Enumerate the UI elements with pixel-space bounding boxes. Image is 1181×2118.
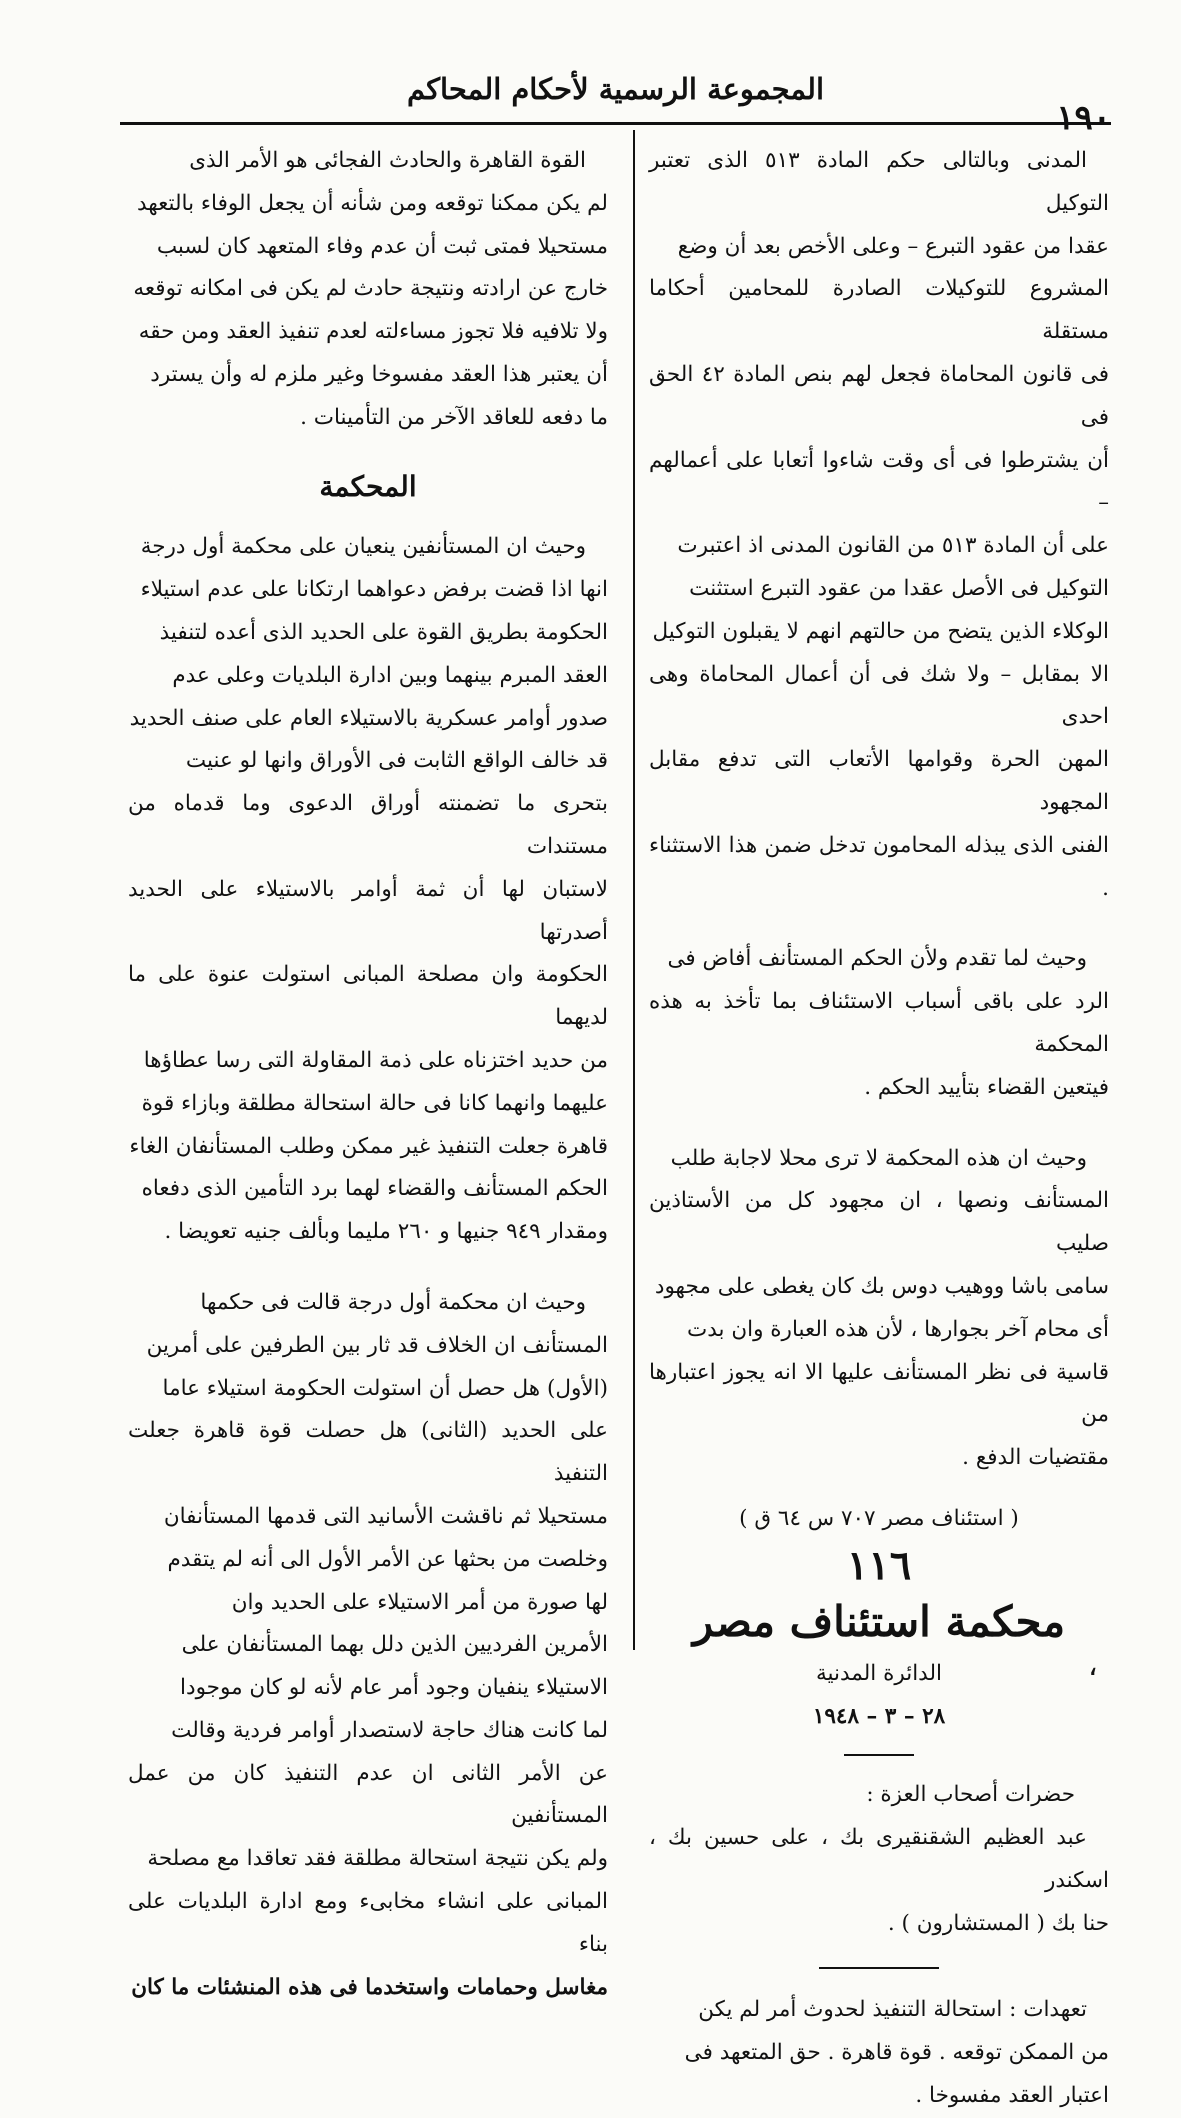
- text-line: المستأنف ان الخلاف قد ثار بين الطرفين على أمرين: [146, 1332, 608, 1358]
- text-line: وحيث ان محكمة أول درجة قالت فى حكمها: [200, 1289, 586, 1315]
- paragraph-lines: [128, 526, 608, 1254]
- text-line: سامى باشا ووهيب دوس بك كان يغطى على مجهود: [654, 1273, 1109, 1299]
- text-line: التوكيل فى الأصل عقدا من عقود التبرع استثنت: [689, 575, 1109, 601]
- text-line: أى محام آخر بجوارها ، لأن هذه العبارة وان بدت: [686, 1316, 1109, 1342]
- text-line: مستحيلا فمتى ثبت أن عدم وفاء المتعهد كان لسبب: [156, 233, 608, 259]
- text-line: وحيث لما تقدم ولأن الحكم المستأنف أفاض فى: [667, 946, 1087, 972]
- margin-mark: ،: [1088, 1648, 1098, 1683]
- text-line: عليهما وانهما كانا فى حالة استحالة مطلقة وبازاء قوة: [141, 1090, 608, 1116]
- text-line: الاستيلاء ينفيان وجود أمر عام لأنه لو كان موجودا: [180, 1675, 608, 1701]
- paragraph-lines: [128, 140, 608, 440]
- spacer: [649, 1480, 1109, 1498]
- text-line: من الممكن توقعه . قوة قاهرة . حق المتعهد فى: [684, 2040, 1109, 2066]
- judgment-date: ٢٨ – ٣ – ١٩٤٨: [812, 1703, 946, 1729]
- text-line: لما كانت هناك حاجة لاستصدار أوامر فردية وقالت: [171, 1717, 608, 1743]
- paragraph-lines: [128, 1282, 608, 2010]
- text-line: عن الأمر الثانى ان عدم التنفيذ كان من عمل المستأنفين: [128, 1760, 608, 1829]
- text-line: الوكلاء الذين يتضح من حالتهم انهم لا يقبلون التوكيل: [652, 618, 1109, 644]
- text-line: وحيث ان هذه المحكمة لا ترى محلا لاجابة طلب: [670, 1145, 1087, 1171]
- text-line: لها صورة من أمر الاستيلاء على الحديد وان: [231, 1589, 608, 1615]
- judges-title: حضرات أصحاب العزة :: [866, 1782, 1075, 1808]
- text-line: لم يكن ممكنا توقعه ومن شأنه أن يجعل الوفاء بالتعهد: [136, 190, 608, 216]
- text-line: فى قانون المحاماة فجعل لهم بنص المادة ٤٢ الحق فى: [649, 361, 1109, 430]
- court-name: محكمة استئناف مصر: [692, 1596, 1066, 1646]
- text-line: المدنى وبالتالى حكم المادة ٥١٣ الذى تعتبر التوكيل: [649, 148, 1109, 216]
- separator-rule: [844, 1754, 914, 1756]
- text-line: المهن الحرة وقوامها الأتعاب التى تدفع مقابل المجهود: [649, 747, 1109, 815]
- text-line: ومقدار ٩٤٩ جنيها و ٢٦٠ مليما وبألف جنيه تعويضا .: [164, 1219, 608, 1245]
- text-line: العقد المبرم بينهما وبين ادارة البلديات وعلى عدم: [172, 662, 608, 688]
- text-line: أن يشترطوا فى أى وقت شاءوا أتعابا على أعمالهم –: [649, 447, 1109, 516]
- text-line: ما دفعه للعاقد الآخر من التأمينات .: [300, 404, 608, 430]
- text-line: المبانى على انشاء مخابىء ومع ادارة البلديات على بناء: [128, 1889, 608, 1957]
- text-line: أن يعتبر هذا العقد مفسوخا وغير ملزم له وأن يسترد: [150, 361, 608, 387]
- page-number: ١٩٠: [1056, 98, 1111, 138]
- text-line: تعهدات : استحالة التنفيذ لحدوث أمر لم يكن: [698, 1997, 1087, 2023]
- text-line: مستحيلا ثم ناقشت الأسانيد التى قدمها المستأنفان: [163, 1503, 608, 1529]
- text-line: خارج عن ارادته ونتيجة حادث لم يكن فى امكانه توقعه: [133, 276, 608, 302]
- text-line: صدور أوامر عسكرية بالاستيلاء العام على صنف الحديد: [129, 705, 608, 731]
- court-circuit: الدائرة المدنية: [816, 1660, 942, 1686]
- text-line: الحكم المستأنف والقضاء لهما برد التأمين الذى دفعاه: [141, 1176, 608, 1202]
- text-line: القوة القاهرة والحادث الفجائى هو الأمر الذى: [189, 148, 586, 173]
- text-line: وخلصت من بحثها عن الأمر الأول الى أنه لم يتقدم: [167, 1546, 608, 1572]
- text-line: المشروع للتوكيلات الصادرة للمحامين أحكاما مستقلة: [649, 276, 1109, 345]
- text-line: الأمرين الفرديين الذين دلل بهما المستأنفان على: [181, 1632, 608, 1658]
- text-line: الحكومة بطريق القوة على الحديد الذى أعده لتنفيذ: [159, 619, 608, 645]
- text-line: قاهرة جعلت التنفيذ غير ممكن وطلب المستأنفان الغاء: [129, 1133, 608, 1159]
- text-line: على الحديد (الثانى) هل حصلت قوة قاهرة جعلت التنفيذ: [128, 1418, 608, 1487]
- section-heading: المحكمة: [319, 469, 417, 503]
- text-line: الا بمقابل – ولا شك فى أن أعمال المحاماة وهى احدى: [649, 661, 1109, 730]
- text-line: الفنى الذى يبذله المحامون تدخل ضمن هذا الاستثناء .: [649, 832, 1109, 901]
- text-line: على أن المادة ٥١٣ من القانون المدنى اذ اعتبرت: [677, 533, 1109, 559]
- text-line: فيتعين القضاء بتأييد الحكم .: [864, 1074, 1109, 1100]
- spacer: [649, 1110, 1109, 1138]
- left-column: [128, 140, 608, 2009]
- text-line: مقتضيات الدفع .: [962, 1445, 1109, 1471]
- column-divider: [633, 130, 635, 1650]
- paragraph-lines: [649, 140, 1109, 910]
- text-line: (الأول) هل حصل أن استولت الحكومة استيلاء عاما: [162, 1375, 608, 1401]
- text-line: الحكومة وان مصلحة المبانى استولت عنوة على ما لديهما: [128, 962, 608, 1031]
- case-citation: ( استئناف مصر ٧٠٧ س ٦٤ ق ): [739, 1505, 1019, 1531]
- text-line: بتحرى ما تضمنته أوراق الدعوى وما قدماه من مستندات: [128, 791, 608, 859]
- text-line: عبد العظيم الشقنقيرى بك ، على حسين بك ، اسكندر: [649, 1825, 1109, 1893]
- text-line: الرد على باقى أسباب الاستئناف بما تأخذ به هذه المحكمة: [649, 989, 1109, 1057]
- paragraph-lines: [649, 1138, 1109, 1480]
- judges-list: [649, 1817, 1109, 1945]
- text-line: مغاسل وحمامات واستخدما فى هذه المنشئات ما كان: [131, 1974, 608, 2000]
- right-column: [649, 140, 1109, 2118]
- text-line: لاستبان لها أن ثمة أوامر بالاستيلاء على الحديد أصدرتها: [128, 876, 608, 945]
- paragraph-lines: [649, 938, 1109, 1109]
- separator-rule: [819, 1967, 939, 1969]
- running-title: المجموعة الرسمية لأحكام المحاكم: [406, 72, 825, 106]
- case-number: ١١٦: [846, 1541, 912, 1589]
- text-line: حنا بك ( المستشارون ) .: [887, 1910, 1109, 1936]
- text-line: انها اذا قضت برفض دعواهما ارتكانا على عدم استيلاء: [140, 577, 608, 603]
- text-line: قاسية فى نظر المستأنف عليها الا انه يجوز اعتبارها من: [649, 1359, 1109, 1428]
- spacer: [649, 910, 1109, 938]
- text-line: قد خالف الواقع الثابت فى الأوراق وانها لو عنيت: [185, 748, 608, 774]
- text-line: ولا تلافيه فلا تجوز مساءلته لعدم تنفيذ العقد ومن حقه: [138, 319, 608, 345]
- text-line: اعتبار العقد مفسوخا .: [915, 2083, 1109, 2109]
- page-header: [120, 70, 1111, 138]
- text-line: ولم يكن نتيجة استحالة مطلقة فقد تعاقدا مع مصلحة: [147, 1846, 608, 1872]
- spacer: [128, 1254, 608, 1282]
- text-line: من حديد اختزناه على ذمة المقاولة التى رسا عطاؤها: [143, 1047, 608, 1073]
- text-line: عقدا من عقود التبرع – وعلى الأخص بعد أن وضع: [677, 233, 1109, 259]
- text-line: وحيث ان المستأنفين ينعيان على محكمة أول درجة: [140, 534, 586, 560]
- headnote: [649, 1989, 1109, 2117]
- text-line: المستأنف ونصها ، ان مجهود كل من الأستاذين صليب: [649, 1188, 1109, 1257]
